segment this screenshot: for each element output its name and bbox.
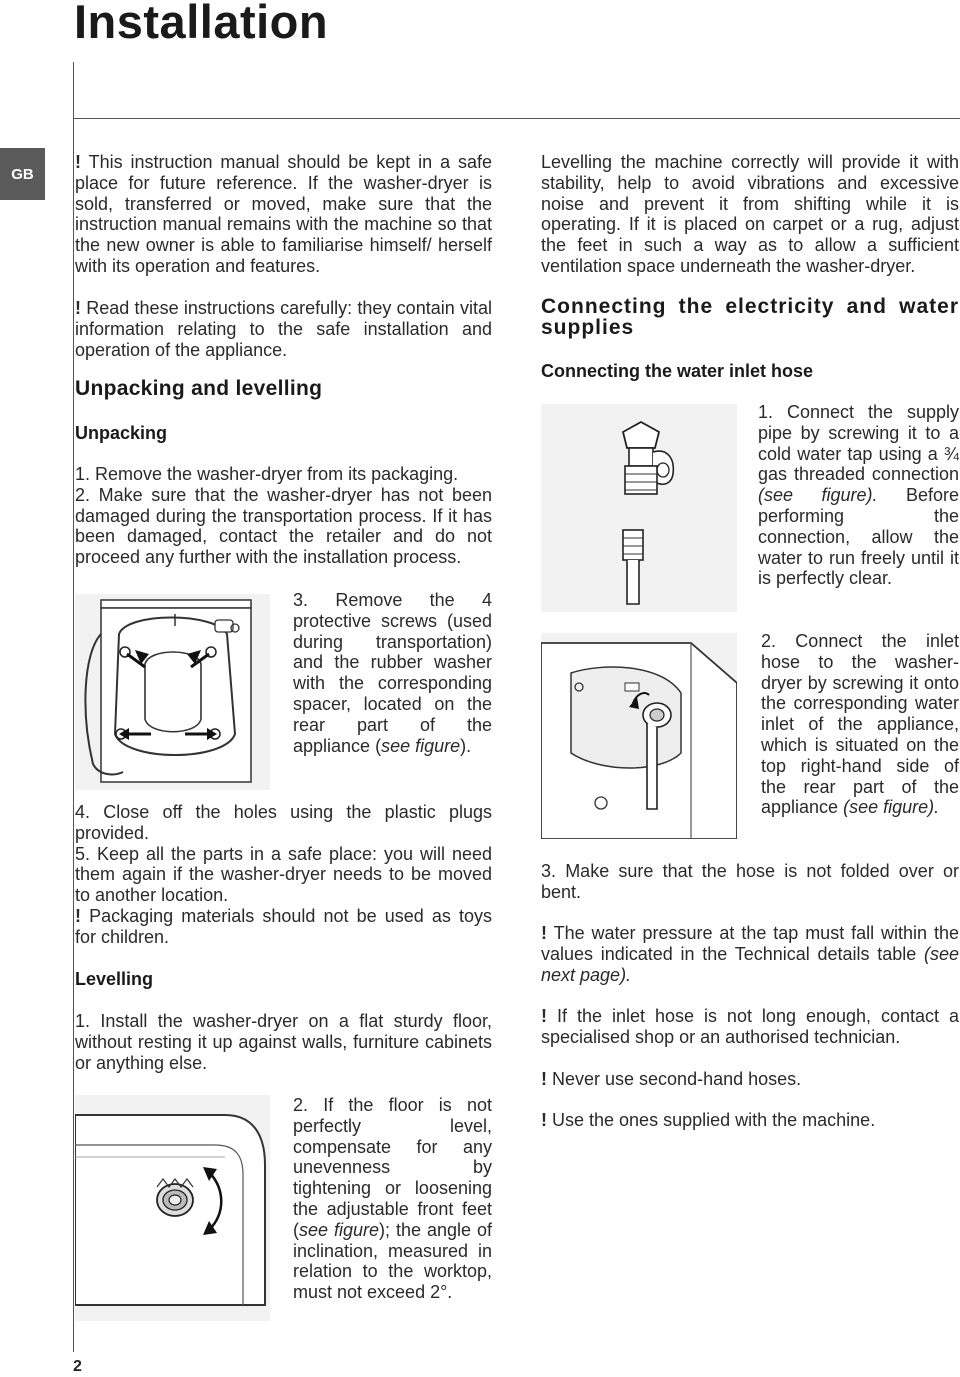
hose-step-3: 3. Make sure that the hose is not folded over or bent. (541, 861, 959, 902)
unpacking-step-4: 4. Close off the holes using the plastic plugs provided. (75, 802, 492, 843)
unpacking-step-1: 1. Remove the washer-dryer from its packaging. (75, 464, 459, 484)
intro-paragraph-2 (75, 298, 492, 360)
levelling-explanation: Levelling the machine correctly will provide it with stability, help to avoid vibrations and excessive noise and prevent it from shifting while it is operating. If it is placed on carpet or a rug, adjust the feet in such a way as to allow a sufficient ventilation space underneath the washer-dryer. (541, 152, 959, 276)
second-hand-warning (541, 1069, 959, 1090)
page-title: Installation (74, 0, 329, 48)
pressure-warning (541, 923, 959, 985)
see-figure-ref: see figure (381, 735, 461, 756)
level-2-end: ); the angle of inclination, measured in relation to the worktop, must not exceed 2°. (293, 1219, 492, 1303)
rear-screws-figure (75, 594, 270, 790)
subheading-levelling: Levelling (75, 969, 154, 989)
packaging-warning-text: Packaging materials should not be used as toys for children. (75, 905, 492, 947)
levelling-step-2 (293, 1095, 492, 1303)
hose-length-text: If the inlet hose is not long enough, contact a specialised shop or an authorised technician. (541, 1006, 959, 1047)
intro-paragraph-1 (75, 152, 492, 277)
level-2-text: 2. If the floor is not perfectly level, compensate for any unevenness by tightening or loosening the adjustable front feet ( (293, 1095, 492, 1240)
levelling-step-1: 1. Install the washer-dryer on a flat sturdy floor, without resting it up against walls, furniture cabinets or anything else. (75, 1011, 492, 1073)
hose-2-text: 2. Connect the inlet hose to the washer-dryer by screwing it onto the corresponding water inlet of the appliance, which is situated on the top right-hand side of the rear part of the appliance (761, 631, 959, 818)
subheading-unpacking: Unpacking (75, 423, 168, 443)
vertical-rule (73, 62, 74, 1332)
supplied-hoses-text: Use the ones supplied with the machine. (547, 1110, 876, 1130)
footer-rule (73, 1332, 74, 1352)
warning-mark: ! (541, 1069, 547, 1089)
warning-mark: ! (75, 298, 81, 318)
header-rule (73, 118, 960, 119)
unpacking-step-5: 5. Keep all the parts in a safe place: you will need them again if the washer-dryer needs to be moved to another location. (75, 843, 492, 906)
warning-mark: ! (75, 905, 81, 926)
hose-step-2 (761, 631, 959, 818)
step-3-text: 3. Remove the 4 protective screws (used during transportation) and the rubber washer with the corresponding spacer, located on the rear part of the appliance ( (293, 590, 492, 756)
unpacking-step-2: 2. Make sure that the washer-dryer has not been damaged during the transportation process. If it has been damaged, contact the retailer and do not proceed any further with the installation process. (75, 484, 492, 568)
hose-length-warning (541, 1006, 959, 1048)
see-figure-ref: (see figure). (843, 797, 940, 818)
page-number: 2 (73, 1358, 82, 1375)
second-hand-text: Never use second-hand hoses. (547, 1069, 802, 1089)
subheading-water-inlet-hose: Connecting the water inlet hose (541, 361, 814, 381)
intro-text-2: Read these instructions carefully: they contain vital information relating to the safe installation and operation of the appliance. (75, 298, 492, 360)
warning-mark: ! (541, 923, 547, 943)
unpacking-step-3 (293, 590, 492, 756)
section-heading-unpacking-levelling: Unpacking and levelling (75, 377, 323, 400)
warning-mark: ! (75, 152, 81, 172)
hose-1-end: Before performing the connection, allow the water to run freely until it is perfectly clear. (758, 485, 959, 589)
step-3-end: ). (460, 735, 472, 756)
unpacking-steps (75, 464, 492, 568)
pressure-text: The water pressure at the tap must fall within the values indicated in the Technical details table (541, 923, 959, 964)
intro-text-1: This instruction manual should be kept in a safe place for future reference. If the washer-dryer is sold, transferred or moved, make sure that the instruction manual remains with the machine so that the new owner is able to familiarise himself/ herself with its operation and features. (75, 152, 492, 276)
adjustable-foot-figure (75, 1095, 270, 1321)
language-tab: GB (0, 148, 45, 200)
warning-mark: ! (541, 1006, 547, 1026)
water-inlet-figure (541, 633, 737, 839)
hose-1-text: 1. Connect the supply pipe by screwing it to a cold water tap using a ¾ gas threaded connection (758, 402, 959, 485)
see-figure-ref: (see figure). (758, 485, 878, 506)
tap-connector-figure (541, 404, 737, 612)
unpacking-steps-continued (75, 802, 492, 948)
see-next-page-ref: (see next page). (541, 943, 959, 985)
section-heading-connecting: Connecting the electricity and water supplies (541, 295, 959, 339)
packaging-warning (75, 906, 492, 948)
hose-step-1 (758, 402, 959, 589)
supplied-hoses-warning (541, 1110, 959, 1131)
see-figure-ref: see figure (299, 1219, 380, 1240)
warning-mark: ! (541, 1110, 547, 1130)
